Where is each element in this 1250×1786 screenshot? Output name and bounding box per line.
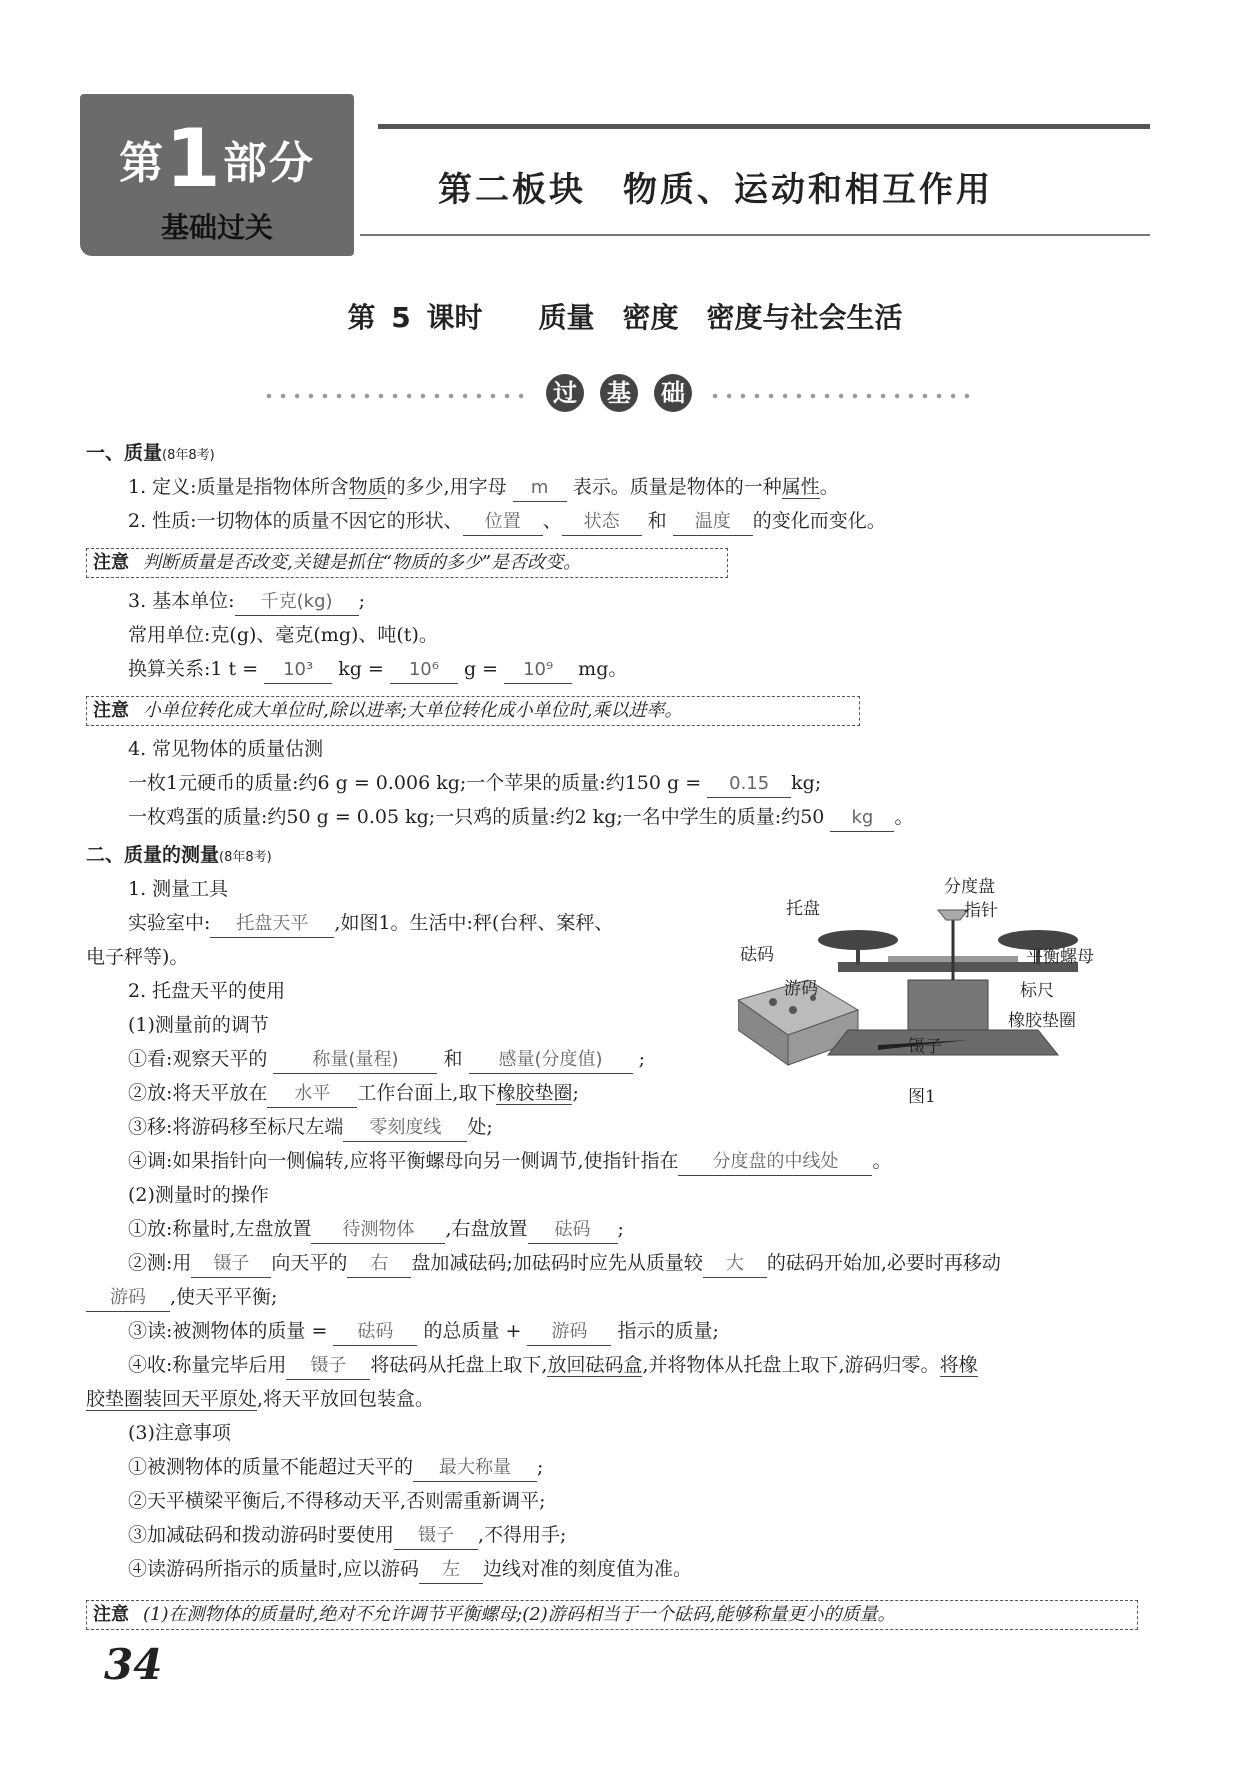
label-ring: 橡胶垫圈 [1008,1011,1076,1031]
answer-blank: 称量(量程) [273,1047,437,1074]
note-box-2: 注意 小单位转化成大单位时,除以进率;大单位转化成小单位时,乘以进率。 [86,696,860,726]
section1-title: 一、质量(8年8考) [86,442,215,464]
s1-line-3: 3. 基本单位: 千克(kg) ; [128,588,365,616]
answer-blank: kg [830,805,894,832]
s2-line-9: ④调:如果指针向一侧偏转,应将平衡螺母向另一侧调节,使指针指在 分度盘的中线处 。 [128,1148,892,1176]
s2-line-19: ②天平横梁平衡后,不得移动天平,否则需重新调平; [128,1490,546,1512]
answer-blank: 状态 [562,509,642,536]
answer-blank: 位置 [463,509,543,536]
s2-line-14: ③读:被测物体的质量 = 砝码 的总质量 + 游码 指示的质量; [128,1318,719,1346]
answer-blank: 镊子 [191,1251,271,1278]
part-subtitle: 基础过关 [160,211,273,244]
banner-dots-left [262,393,530,399]
s1-line-4: 常用单位:克(g)、毫克(mg)、吨(t)。 [128,624,438,646]
answer-blank: 待测物体 [311,1217,445,1244]
banner [538,374,700,412]
s2-line-16: 胶垫圈装回天平原处,将天平放回包装盒。 [86,1388,435,1410]
s2-line-21: ④读游码所指示的质量时,应以游码 左 边线对准的刻度值为准。 [128,1556,692,1584]
label-dial: 分度盘 [944,877,995,897]
s1-line-5: 换算关系:1 t = 10³ kg = 10⁶ g = 10⁹ mg。 [128,656,627,684]
banner-char: 础 [654,374,692,412]
answer-blank: 砝码 [528,1217,618,1244]
s2-line-18: ①被测物体的质量不能超过天平的 最大称量 ; [128,1454,543,1482]
answer-blank: 10⁹ [504,657,572,684]
s1-line-7: 一枚1元硬币的质量:约6 g = 0.006 kg;一个苹果的质量:约150 g = 0.15 kg; [128,770,821,798]
banner-char: 基 [600,374,638,412]
answer-blank: m [513,475,567,502]
note-box-1: 注意 判断质量是否改变,关键是抓住“物质的多少”是否改变。 [86,548,728,578]
note-box-3: 注意 (1)在测物体的质量时,绝对不允许调节平衡螺母;(2)游码相当于一个砝码,能够称量更小的质量。 [86,1600,1138,1630]
header-rule-bottom [360,234,1150,236]
page-number: 34 [104,1640,163,1689]
s2-line-10: (2)测量时的操作 [128,1184,269,1206]
label-weights: 砝码 [740,945,774,965]
label-tray: 托盘 [786,899,820,919]
s2-line-13: 游码 ,使天平平衡; [86,1284,277,1312]
s2-line-11: ①放:称量时,左盘放置 待测物体 ,右盘放置 砝码 ; [128,1216,624,1244]
balance-figure [738,877,1118,1070]
s2-line-5: (1)测量前的调节 [128,1014,269,1036]
answer-blank: 零刻度线 [343,1115,467,1142]
s2-line-1: 1. 测量工具 [128,878,229,900]
label-scale: 标尺 [1020,981,1054,1001]
answer-blank: 分度盘的中线处 [678,1149,872,1176]
banner-char: 过 [546,374,584,412]
s2-line-7: ②放:将天平放在 水平 工作台面上,取下橡胶垫圈; [128,1080,579,1108]
answer-blank: 10³ [264,657,332,684]
answer-blank: 水平 [267,1081,357,1108]
answer-blank: 最大称量 [413,1455,537,1482]
banner-dots-right [708,393,976,399]
s2-line-17: (3)注意事项 [128,1422,231,1444]
label-pointer: 指针 [964,901,998,921]
s2-line-4: 2. 托盘天平的使用 [128,980,286,1002]
answer-blank: 砝码 [333,1319,417,1346]
answer-blank: 游码 [527,1319,611,1346]
answer-blank: 镊子 [286,1353,370,1380]
label-nut: 平衡螺母 [1026,947,1094,967]
answer-blank: 感量(分度值) [469,1047,633,1074]
s2-line-6: ①看:观察天平的 称量(量程) 和 感量(分度值) ; [128,1046,645,1074]
s2-line-3: 电子秤等)。 [86,946,189,968]
header-rule-top [378,124,1150,129]
s2-line-15: ④收:称量完毕后用 镊子 将砝码从托盘上取下,放回砝码盒,并将物体从托盘上取下,游码归零。将橡 [128,1352,978,1380]
lesson-title: 第 5 课时 质量 密度 密度与社会生活 [347,301,903,334]
s2-line-8: ③移:将游码移至标尺左端 零刻度线 处; [128,1114,493,1142]
answer-blank: 10⁶ [390,657,458,684]
answer-blank: 千克(kg) [235,589,359,616]
section-title: 第二板块 物质、运动和相互作用 [438,170,993,210]
part-badge [80,94,354,256]
answer-blank: 左 [419,1557,483,1584]
part-heading: 第1部分 [119,112,315,205]
label-rider: 游码 [784,979,818,999]
s2-line-2: 实验室中: 托盘天平 ,如图1。生活中:秤(台秤、案秤、 [128,910,613,938]
label-tweezers: 镊子 [908,1037,942,1057]
s1-line-1: 1. 定义:质量是指物体所含物质的多少,用字母 m 表示。质量是物体的一种属性。 [128,474,839,502]
answer-blank: 温度 [673,509,753,536]
answer-blank: 镊子 [394,1523,478,1550]
figure-caption: 图1 [908,1087,936,1107]
answer-blank: 托盘天平 [210,911,334,938]
s1-line-2: 2. 性质:一切物体的质量不因它的形状、 位置 、 状态 和 温度 的变化而变化。 [128,508,886,536]
s2-line-20: ③加减砝码和拨动游码时要使用 镊子 ,不得用手; [128,1522,566,1550]
s1-line-8: 一枚鸡蛋的质量:约50 g = 0.05 kg;一只鸡的质量:约2 kg;一名中学生的质量:约50 kg 。 [128,804,913,832]
answer-blank: 右 [347,1251,411,1278]
answer-blank: 大 [703,1251,767,1278]
answer-blank: 0.15 [707,771,791,798]
s2-line-12: ②测:用 镊子 向天平的 右 盘加减砝码;加砝码时应先从质量较 大 的砝码开始加,必要时再移动 [128,1250,1001,1278]
s1-line-6: 4. 常见物体的质量估测 [128,738,324,760]
answer-blank: 游码 [86,1285,170,1312]
section2-title: 二、质量的测量(8年8考) [86,844,272,866]
